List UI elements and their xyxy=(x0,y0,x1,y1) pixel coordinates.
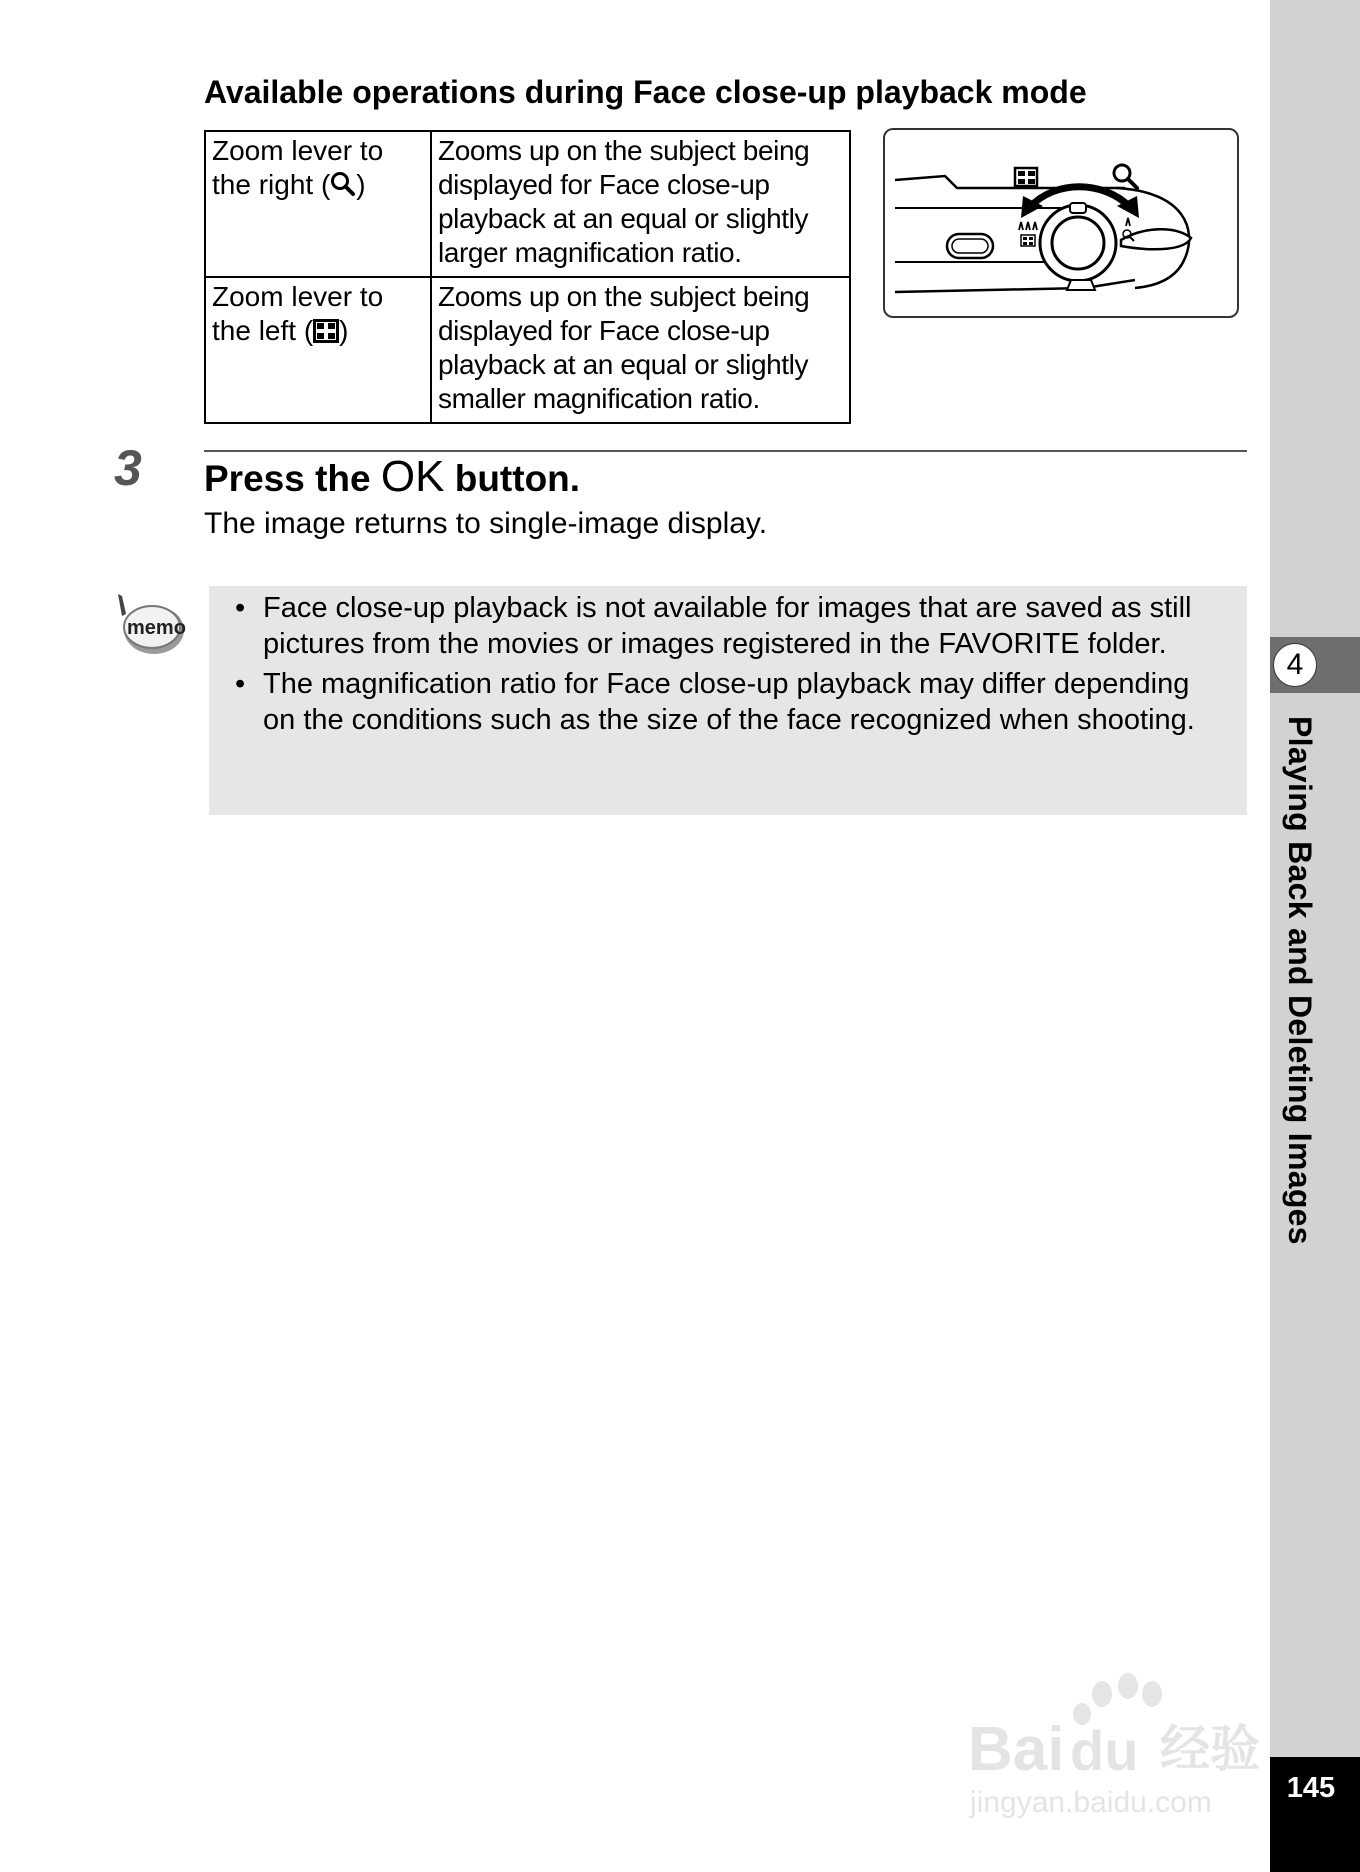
control-cell xyxy=(205,131,431,277)
bullet: • xyxy=(235,668,246,700)
watermark-brand: Bai xyxy=(968,1715,1065,1784)
section-title: Available operations during Face close-up playback mode xyxy=(204,74,1087,110)
chapter-title: Playing Back and Deleting Images xyxy=(1282,716,1318,1245)
memo-list xyxy=(223,590,1227,738)
baidu-watermark xyxy=(962,1662,1282,1822)
step-number: 3 xyxy=(114,440,142,496)
step-title-prefix: Press the xyxy=(204,458,381,499)
table-row xyxy=(205,131,850,277)
memo-item-text: The magnification ratio for Face close-up playback may differ depending on the conditions such as the size of the face recognized when shooting. xyxy=(263,668,1195,736)
table-row xyxy=(205,277,850,423)
memo-icon-label: memo xyxy=(127,617,186,639)
bullet: • xyxy=(235,592,246,624)
memo-box xyxy=(209,586,1247,815)
operations-table xyxy=(204,130,851,424)
camera-top-view-image xyxy=(885,130,1239,318)
description-cell: Zooms up on the subject being displayed for Face close-up playback at an equal or slightly smaller magnification ratio. xyxy=(431,277,850,423)
memo-icon xyxy=(112,590,188,660)
watermark-url: jingyan.baidu.com xyxy=(970,1786,1212,1819)
control-cell xyxy=(205,277,431,423)
step-title xyxy=(204,452,580,504)
page-number: 145 xyxy=(1286,1772,1336,1804)
ok-button-label: OK xyxy=(380,452,445,501)
camera-zoom-lever-illustration xyxy=(883,128,1239,318)
step-title-suffix: button. xyxy=(444,458,581,499)
control-text-end: ) xyxy=(356,169,366,200)
step-description: The image returns to single-image display. xyxy=(204,507,768,540)
list-item xyxy=(223,590,1227,662)
memo-item-text: Face close-up playback is not available for images that are saved as still pictures from the movies or images registered in the FAVORITE folder. xyxy=(263,592,1192,660)
chapter-number: 4 xyxy=(1273,643,1317,687)
magnifier-icon xyxy=(330,171,356,197)
control-text: Zoom lever to the right ( xyxy=(212,135,384,200)
description-cell: Zooms up on the subject being displayed for Face close-up playback at an equal or slightly larger magnification ratio. xyxy=(431,131,850,277)
list-item xyxy=(223,666,1227,738)
control-text-end: ) xyxy=(339,315,349,346)
control-text: Zoom lever to the left ( xyxy=(212,281,384,346)
watermark-brand-2: du xyxy=(1070,1719,1139,1782)
watermark-cn: 经验 xyxy=(1160,1721,1260,1777)
grid-thumbnail-icon xyxy=(313,319,339,343)
